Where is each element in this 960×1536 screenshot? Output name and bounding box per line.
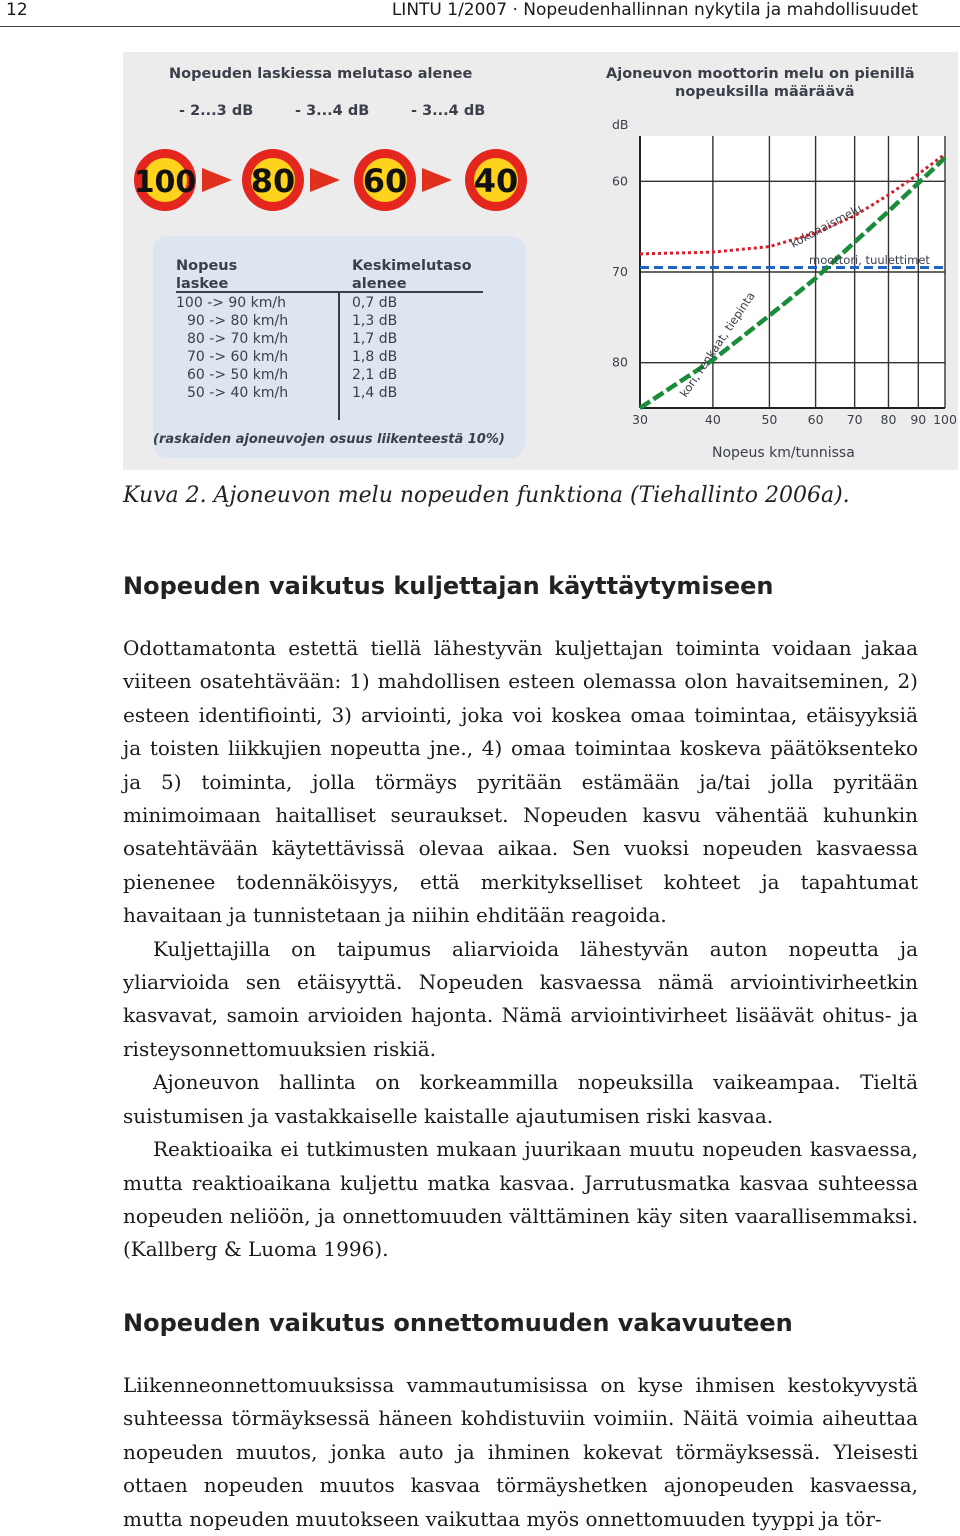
table-header-noise-1: Keskimelutaso — [352, 258, 472, 274]
table-row-db: 0,7 dB — [352, 295, 398, 311]
y-tick-label: 80 — [612, 354, 628, 370]
series-label: kori, renkaat, tiepinta — [676, 289, 758, 400]
table-row-speed: 100 -> 90 km/h — [176, 295, 287, 311]
db-step-1: - 2...3 dB — [179, 103, 254, 119]
table-row-speed: 80 -> 70 km/h — [187, 331, 289, 347]
left-panel-title: Nopeuden laskiessa melutaso alenee — [169, 66, 473, 82]
x-tick-label: 50 — [761, 412, 778, 427]
x-axis-label: Nopeus km/tunnissa — [712, 445, 855, 461]
table-header-speed-1: Nopeus — [176, 258, 238, 274]
paragraph: Odottamatonta estettä tiellä lähestyvän kuljettajan toiminta voidaan jakaa viiteen osatehtävään: 1) mahdollisen esteen olemassa olon havaitseminen, 2) esteen identifiointi, 3) arviointi, joka voi koskea omaa toimintaa, etäisyyksiä ja toisten liikkujien nopeutta jne., 4) omaa toimintaa koskeva päätöksenteko ja 5) toiminta, jolla törmäys pyritään estämään ja/tai jolla pyritään minimoimaan haitalliset seuraukset. Nopeuden kasvu vähentää kuhunkin osatehtävään käytettävissä olevaa aikaa. Sen vuoksi nopeuden kasvaessa pienenee todennäköisyys, että merkitykselliset kohteet ja tapahtumat havaitaan ja tunnistetaan ja niihin ehditään reagoida. — [123, 636, 918, 928]
noise-figure — [123, 52, 958, 470]
speed-sign-80 — [242, 149, 304, 211]
speed-sign-60-label: 60 — [362, 162, 408, 200]
section-heading: Nopeuden vaikutus onnettomuuden vakavuuteen — [123, 1309, 793, 1337]
right-panel-title-1: Ajoneuvon moottorin melu on pienillä — [606, 66, 915, 82]
x-tick-label: 80 — [880, 412, 897, 427]
speed-sign-100-label: 100 — [133, 165, 197, 200]
table-header-noise-2: alenee — [352, 276, 407, 292]
page-header — [0, 0, 960, 27]
table-row-db: 1,4 dB — [352, 385, 398, 401]
speed-sign-40 — [465, 149, 527, 211]
table-row-db: 1,7 dB — [352, 331, 398, 347]
x-tick-label: 40 — [704, 412, 721, 427]
x-tick-label: 100 — [933, 412, 957, 427]
series-label: moottori, tuulettimet — [809, 253, 930, 267]
db-step-3: - 3...4 dB — [411, 103, 486, 119]
table-row-db: 2,1 dB — [352, 367, 398, 383]
table-row-speed: 70 -> 60 km/h — [187, 349, 289, 365]
x-axis — [632, 412, 957, 427]
series-label: kokonaismelu — [787, 201, 865, 251]
paragraph: Reaktioaika ei tutkimusten mukaan juurikaan muutu nopeuden kasvaessa, mutta reaktioaikana kuljettu matka kasvaa. Jarrutusmatka kasvaa suhteessa nopeuden neliöön, ja onnettomuuden välttäminen käy siten vaarallisemmaksi. (Kallberg & Luoma 1996). — [123, 1137, 918, 1262]
paragraph: Ajoneuvon hallinta on korkeammilla nopeuksilla vaikeampaa. Tieltä suistumisen ja vastakkaiselle kaistalle ajautumisen riski kasvaa. — [123, 1070, 918, 1128]
figure-caption: Kuva 2. Ajoneuvon melu nopeuden funktiona (Tiehallinto 2006a). — [123, 483, 850, 508]
table-row-db: 1,8 dB — [352, 349, 398, 365]
paragraph: Liikenneonnettomuuksissa vammautumisissa on kyse ihmisen kestokyvystä suhteessa törmäyksessä häneen kohdistuviin voimiin. Näitä voimia aiheuttaa nopeuden muutos, jonka auto ja ihminen kokevat törmäyksessä. Yleisesti ottaen nopeuden muutos kasvaa törmäyshetken ajonopeuden kasvaessa, mutta nopeuden muutokseen vaikuttaa myös onnettomuuden tyyppi ja tör- — [123, 1373, 918, 1531]
right-panel-title-2: nopeuksilla määräävä — [675, 84, 855, 100]
running-title: LINTU 1/2007 · Nopeudenhallinnan nykytila ja mahdollisuudet — [391, 0, 918, 20]
y-axis-unit: dB — [612, 117, 629, 132]
speed-sign-80-label: 80 — [250, 162, 296, 200]
page-number: 12 — [6, 0, 28, 20]
table-row-speed: 50 -> 40 km/h — [187, 385, 289, 401]
x-tick-label: 70 — [846, 412, 863, 427]
table-footnote: (raskaiden ajoneuvojen osuus liikenteestä 10%) — [153, 432, 505, 447]
section-body — [123, 1369, 918, 1536]
speed-sign-100 — [134, 149, 197, 211]
section-body — [123, 632, 918, 1267]
db-step-2: - 3...4 dB — [295, 103, 370, 119]
x-tick-label: 60 — [807, 412, 824, 427]
y-tick-label: 60 — [612, 173, 628, 189]
speed-sign-60 — [354, 149, 416, 211]
section-heading: Nopeuden vaikutus kuljettajan käyttäytymiseen — [123, 572, 774, 600]
speed-sign-40-label: 40 — [473, 162, 519, 200]
y-tick-label: 70 — [612, 264, 628, 279]
paragraph: Kuljettajilla on taipumus aliarvioida lähestyvän auton nopeutta ja yliarvioida sen etäisyyttä. Nopeuden kasvaessa nämä arviointivirheetkin kasvavat, samoin arvioiden hajonta. Nämä arviointivirheet lisäävät ohitus- ja risteysonnettomuuksien riskiä. — [123, 936, 918, 1061]
y-axis — [612, 173, 628, 369]
table-row-db: 1,3 dB — [352, 313, 398, 329]
table-header-speed-2: laskee — [176, 276, 229, 292]
table-row-speed: 90 -> 80 km/h — [187, 313, 289, 329]
x-tick-label: 90 — [910, 412, 927, 427]
x-tick-label: 30 — [632, 412, 648, 427]
table-row-speed: 60 -> 50 km/h — [187, 367, 289, 383]
